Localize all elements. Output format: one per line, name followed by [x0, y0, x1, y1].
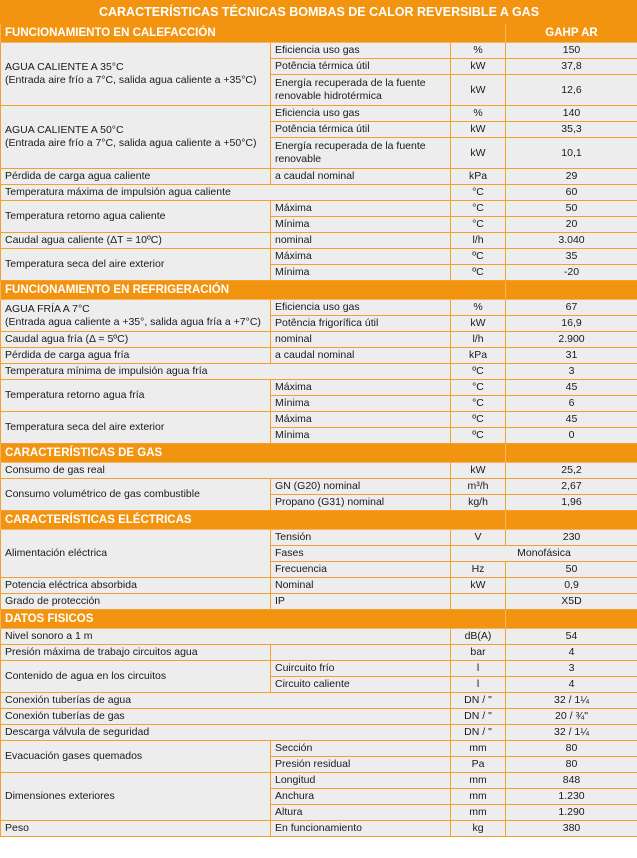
row-parameter — [271, 645, 451, 661]
row-parameter: nominal — [271, 332, 451, 348]
row-parameter: Circuito caliente — [271, 677, 451, 693]
row-unit: kg/h — [451, 495, 506, 511]
row-unit — [451, 594, 506, 610]
row-label: Alimentación eléctrica — [1, 530, 271, 578]
row-unit: l — [451, 677, 506, 693]
row-parameter: Mínima — [271, 396, 451, 412]
row-parameter: Potência térmica útil — [271, 122, 451, 138]
row-unit: kW — [451, 316, 506, 332]
row-parameter: Energía recuperada de la fuente renovable hidrotérmica — [271, 75, 451, 106]
row-value: 1,96 — [506, 495, 637, 511]
row-parameter: a caudal nominal — [271, 169, 451, 185]
table-row — [1, 332, 637, 348]
spec-table-body — [1, 1, 637, 837]
row-parameter: Cuircuito frío — [271, 661, 451, 677]
row-parameter: nominal — [271, 233, 451, 249]
table-row — [1, 185, 637, 201]
row-value: X5D — [506, 594, 637, 610]
table-row — [1, 43, 637, 59]
row-parameter: Mínima — [271, 217, 451, 233]
row-parameter: Máxima — [271, 249, 451, 265]
row-unit: mm — [451, 789, 506, 805]
row-label: Pérdida de carga agua fría — [1, 348, 271, 364]
row-unit: V — [451, 530, 506, 546]
section-header — [1, 444, 637, 463]
row-label: Conexión tuberías de gas — [1, 709, 451, 725]
section-header — [1, 281, 637, 300]
table-row — [1, 773, 637, 789]
row-unit: kW — [451, 463, 506, 479]
model-label — [506, 511, 637, 530]
row-value: 12,6 — [506, 75, 637, 106]
row-label: Nivel sonoro a 1 m — [1, 629, 451, 645]
row-parameter: Eficiencia uso gas — [271, 300, 451, 316]
row-unit: l/h — [451, 332, 506, 348]
model-label — [506, 444, 637, 463]
row-label: Caudal agua caliente (ΔT = 10ºC) — [1, 233, 271, 249]
row-unit: % — [451, 300, 506, 316]
row-unit: % — [451, 106, 506, 122]
row-label: Evacuación gases quemados — [1, 741, 271, 773]
row-value: 2.900 — [506, 332, 637, 348]
row-value: 45 — [506, 412, 637, 428]
row-parameter: Longitud — [271, 773, 451, 789]
row-parameter: Mínima — [271, 265, 451, 281]
row-label: AGUA FRÍA A 7°C (Entrada agua caliente a +35°, salida agua fría a +7°C) — [1, 300, 271, 332]
table-row — [1, 106, 637, 122]
row-parameter: Propano (G31) nominal — [271, 495, 451, 511]
row-unit: kW — [451, 578, 506, 594]
table-row — [1, 412, 637, 428]
row-unit: mm — [451, 805, 506, 821]
row-value: 29 — [506, 169, 637, 185]
row-parameter: Tensión — [271, 530, 451, 546]
row-value: 10,1 — [506, 138, 637, 169]
row-value: 31 — [506, 348, 637, 364]
row-value: 32 / 1¼ — [506, 725, 637, 741]
row-value: 67 — [506, 300, 637, 316]
row-parameter: Anchura — [271, 789, 451, 805]
row-unit: kPa — [451, 169, 506, 185]
row-label: Consumo de gas real — [1, 463, 451, 479]
row-label: Potencia eléctrica absorbida — [1, 578, 271, 594]
row-unit: °C — [451, 217, 506, 233]
row-parameter: Potência térmica útil — [271, 59, 451, 75]
table-row — [1, 169, 637, 185]
table-row — [1, 645, 637, 661]
row-unit: kW — [451, 75, 506, 106]
table-row — [1, 661, 637, 677]
row-value: 20 — [506, 217, 637, 233]
row-value: 3 — [506, 364, 637, 380]
row-parameter: Eficiencia uso gas — [271, 43, 451, 59]
table-row — [1, 725, 637, 741]
table-row — [1, 821, 637, 837]
table-row — [1, 364, 637, 380]
section-header — [1, 511, 637, 530]
model-label — [506, 281, 637, 300]
row-parameter: Energía recuperada de la fuente renovable — [271, 138, 451, 169]
row-parameter: a caudal nominal — [271, 348, 451, 364]
row-value: 20 / ¾" — [506, 709, 637, 725]
row-unit: °C — [451, 201, 506, 217]
title-row — [1, 1, 637, 24]
row-value: -20 — [506, 265, 637, 281]
row-value: 230 — [506, 530, 637, 546]
table-row — [1, 693, 637, 709]
table-row — [1, 709, 637, 725]
row-value: 60 — [506, 185, 637, 201]
row-parameter: Fases — [271, 546, 451, 562]
table-row — [1, 380, 637, 396]
row-value: 35,3 — [506, 122, 637, 138]
row-unit: l — [451, 661, 506, 677]
row-label: Grado de protección — [1, 594, 271, 610]
row-value: 3 — [506, 661, 637, 677]
row-value: 16,9 — [506, 316, 637, 332]
table-row — [1, 300, 637, 316]
row-label: Temperatura máxima de impulsión agua caliente — [1, 185, 451, 201]
row-value: 4 — [506, 677, 637, 693]
row-unit: DN / " — [451, 709, 506, 725]
row-label: AGUA CALIENTE A 35°C (Entrada aire frío a 7°C, salida agua caliente a +35°C) — [1, 43, 271, 106]
row-unit: ºC — [451, 428, 506, 444]
row-label: Temperatura retorno agua fría — [1, 380, 271, 412]
row-unit: ºC — [451, 265, 506, 281]
section-heading: FUNCIONAMIENTO EN CALEFACCIÓN — [1, 24, 506, 43]
row-value: 1.230 — [506, 789, 637, 805]
row-value: 1.290 — [506, 805, 637, 821]
row-label: Temperatura retorno agua caliente — [1, 201, 271, 233]
row-value: 80 — [506, 741, 637, 757]
row-value: 35 — [506, 249, 637, 265]
row-value: 3.040 — [506, 233, 637, 249]
row-value: 37,8 — [506, 59, 637, 75]
row-value: 54 — [506, 629, 637, 645]
table-row — [1, 201, 637, 217]
row-unit: ºC — [451, 364, 506, 380]
row-value: 2,67 — [506, 479, 637, 495]
row-value: 45 — [506, 380, 637, 396]
row-unit: Pa — [451, 757, 506, 773]
row-value: 50 — [506, 562, 637, 578]
row-parameter: Sección — [271, 741, 451, 757]
row-value: 32 / 1¼ — [506, 693, 637, 709]
table-row — [1, 249, 637, 265]
row-value: 0,9 — [506, 578, 637, 594]
row-label: Consumo volumétrico de gas combustible — [1, 479, 271, 511]
table-row — [1, 348, 637, 364]
row-parameter: Altura — [271, 805, 451, 821]
row-value: 848 — [506, 773, 637, 789]
row-parameter: Máxima — [271, 201, 451, 217]
row-parameter: Eficiencia uso gas — [271, 106, 451, 122]
row-unit: dB(A) — [451, 629, 506, 645]
row-label: Dimensiones exteriores — [1, 773, 271, 821]
row-unit: DN / " — [451, 725, 506, 741]
row-value: 25,2 — [506, 463, 637, 479]
row-label: Contenido de agua en los circuitos — [1, 661, 271, 693]
row-unit: m³/h — [451, 479, 506, 495]
row-value: Monofásica — [451, 546, 637, 562]
row-parameter: Nominal — [271, 578, 451, 594]
row-unit: ºC — [451, 249, 506, 265]
model-label: GAHP AR — [506, 24, 637, 43]
table-row — [1, 463, 637, 479]
row-unit: DN / " — [451, 693, 506, 709]
section-header — [1, 24, 637, 43]
model-label — [506, 610, 637, 629]
section-heading: CARACTERÍSTICAS DE GAS — [1, 444, 506, 463]
table-row — [1, 530, 637, 546]
row-unit: °C — [451, 396, 506, 412]
table-row — [1, 594, 637, 610]
row-label: Peso — [1, 821, 271, 837]
table-row — [1, 233, 637, 249]
row-parameter: Máxima — [271, 412, 451, 428]
row-value: 140 — [506, 106, 637, 122]
row-parameter: Frecuencia — [271, 562, 451, 578]
row-label: Conexión tuberías de agua — [1, 693, 451, 709]
row-unit: % — [451, 43, 506, 59]
row-unit: kg — [451, 821, 506, 837]
row-unit: mm — [451, 741, 506, 757]
row-unit: °C — [451, 380, 506, 396]
section-heading: FUNCIONAMIENTO EN REFRIGERACIÓN — [1, 281, 506, 300]
row-unit: Hz — [451, 562, 506, 578]
row-label: AGUA CALIENTE A 50°C (Entrada aire frío a 7°C, salida agua caliente a +50°C) — [1, 106, 271, 169]
table-row — [1, 741, 637, 757]
row-value: 80 — [506, 757, 637, 773]
row-unit: kW — [451, 122, 506, 138]
table-row — [1, 479, 637, 495]
row-unit: ºC — [451, 412, 506, 428]
row-label: Caudal agua fría (Δ = 5ºC) — [1, 332, 271, 348]
table-title: CARACTERÍSTICAS TÉCNICAS BOMBAS DE CALOR REVERSIBLE A GAS — [1, 1, 637, 24]
row-label: Temperatura mínima de impulsión agua fría — [1, 364, 451, 380]
row-parameter: GN (G20) nominal — [271, 479, 451, 495]
row-value: 4 — [506, 645, 637, 661]
row-value: 6 — [506, 396, 637, 412]
section-header — [1, 610, 637, 629]
row-unit: kW — [451, 59, 506, 75]
row-value: 0 — [506, 428, 637, 444]
row-unit: l/h — [451, 233, 506, 249]
row-value: 150 — [506, 43, 637, 59]
table-row — [1, 629, 637, 645]
table-row — [1, 578, 637, 594]
row-parameter: IP — [271, 594, 451, 610]
section-heading: DATOS FISICOS — [1, 610, 506, 629]
row-parameter: En funcionamiento — [271, 821, 451, 837]
row-unit: bar — [451, 645, 506, 661]
row-label: Presión máxima de trabajo circuitos agua — [1, 645, 271, 661]
row-parameter: Máxima — [271, 380, 451, 396]
row-unit: mm — [451, 773, 506, 789]
row-label: Temperatura seca del aire exterior — [1, 412, 271, 444]
row-label: Pérdida de carga agua caliente — [1, 169, 271, 185]
row-parameter: Mínima — [271, 428, 451, 444]
row-value: 50 — [506, 201, 637, 217]
row-unit: °C — [451, 185, 506, 201]
row-value: 380 — [506, 821, 637, 837]
row-parameter: Presión residual — [271, 757, 451, 773]
row-label: Descarga válvula de seguridad — [1, 725, 451, 741]
row-unit: kW — [451, 138, 506, 169]
row-parameter: Potência frigorífica útil — [271, 316, 451, 332]
row-label: Temperatura seca del aire exterior — [1, 249, 271, 281]
section-heading: CARACTERÍSTICAS ELÉCTRICAS — [1, 511, 506, 530]
row-unit: kPa — [451, 348, 506, 364]
